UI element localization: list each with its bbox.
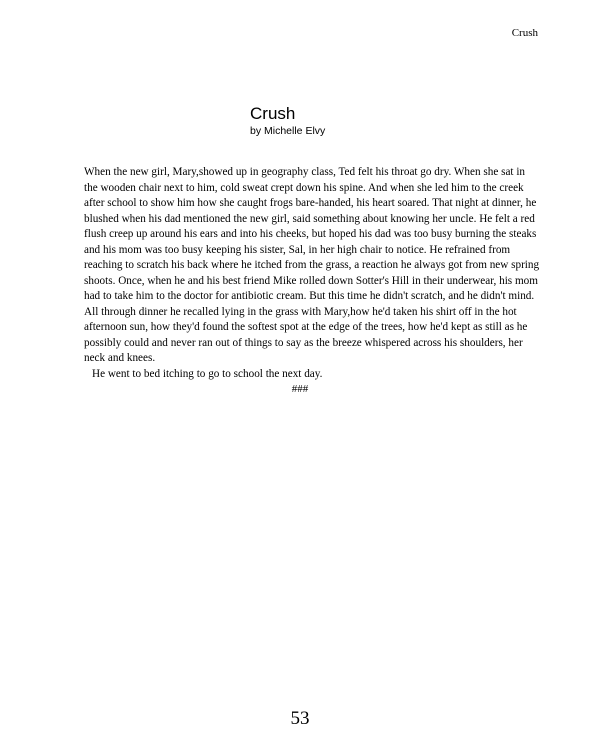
scene-break: ### [291, 383, 309, 395]
story-title: Crush [250, 104, 296, 123]
running-header: Crush [511, 27, 538, 39]
story-title-block [250, 104, 325, 138]
story-body [84, 165, 540, 382]
page-number: 53 [290, 708, 310, 729]
story-paragraph-1: When the new girl, Mary,showed up in geography class, Ted felt his throat go dry. When she sat in the wooden chair next to him, cold sweat crept down his spine. And when she led him to the creek after school to show him how she caught frogs bare-handed, his heart soared. That night at dinner, he blushed when his dad mentioned the new girl, said something about knowing her uncle. He felt a red flush creep up around his ears and into his cheeks, but hoped his dad was too busy burning the steaks and his mom was too busy keeping his sister, Sal, in her high chair to notice. He refrained from reaching to scratch his back where he itched from the grass, a reaction he always got from new spring shoots. Once, when he and his best friend Mike rolled down Sotter's Hill in their underwear, his mom had to take him to the doctor for antibiotic cream. But this time he didn't scratch, and he didn't mind. All through dinner he recalled lying in the grass with Mary,how he'd taken his shirt off in the hot afternoon sun, how they'd found the softest spot at the edge of the trees, how he'd kept as still as he possibly could and never ran out of things to say as the breeze whispered across his shoulders, her neck and knees. [84, 166, 540, 364]
story-paragraph-2: He went to bed itching to go to school the next day. [92, 367, 323, 380]
story-byline: by Michelle Elvy [250, 125, 326, 137]
